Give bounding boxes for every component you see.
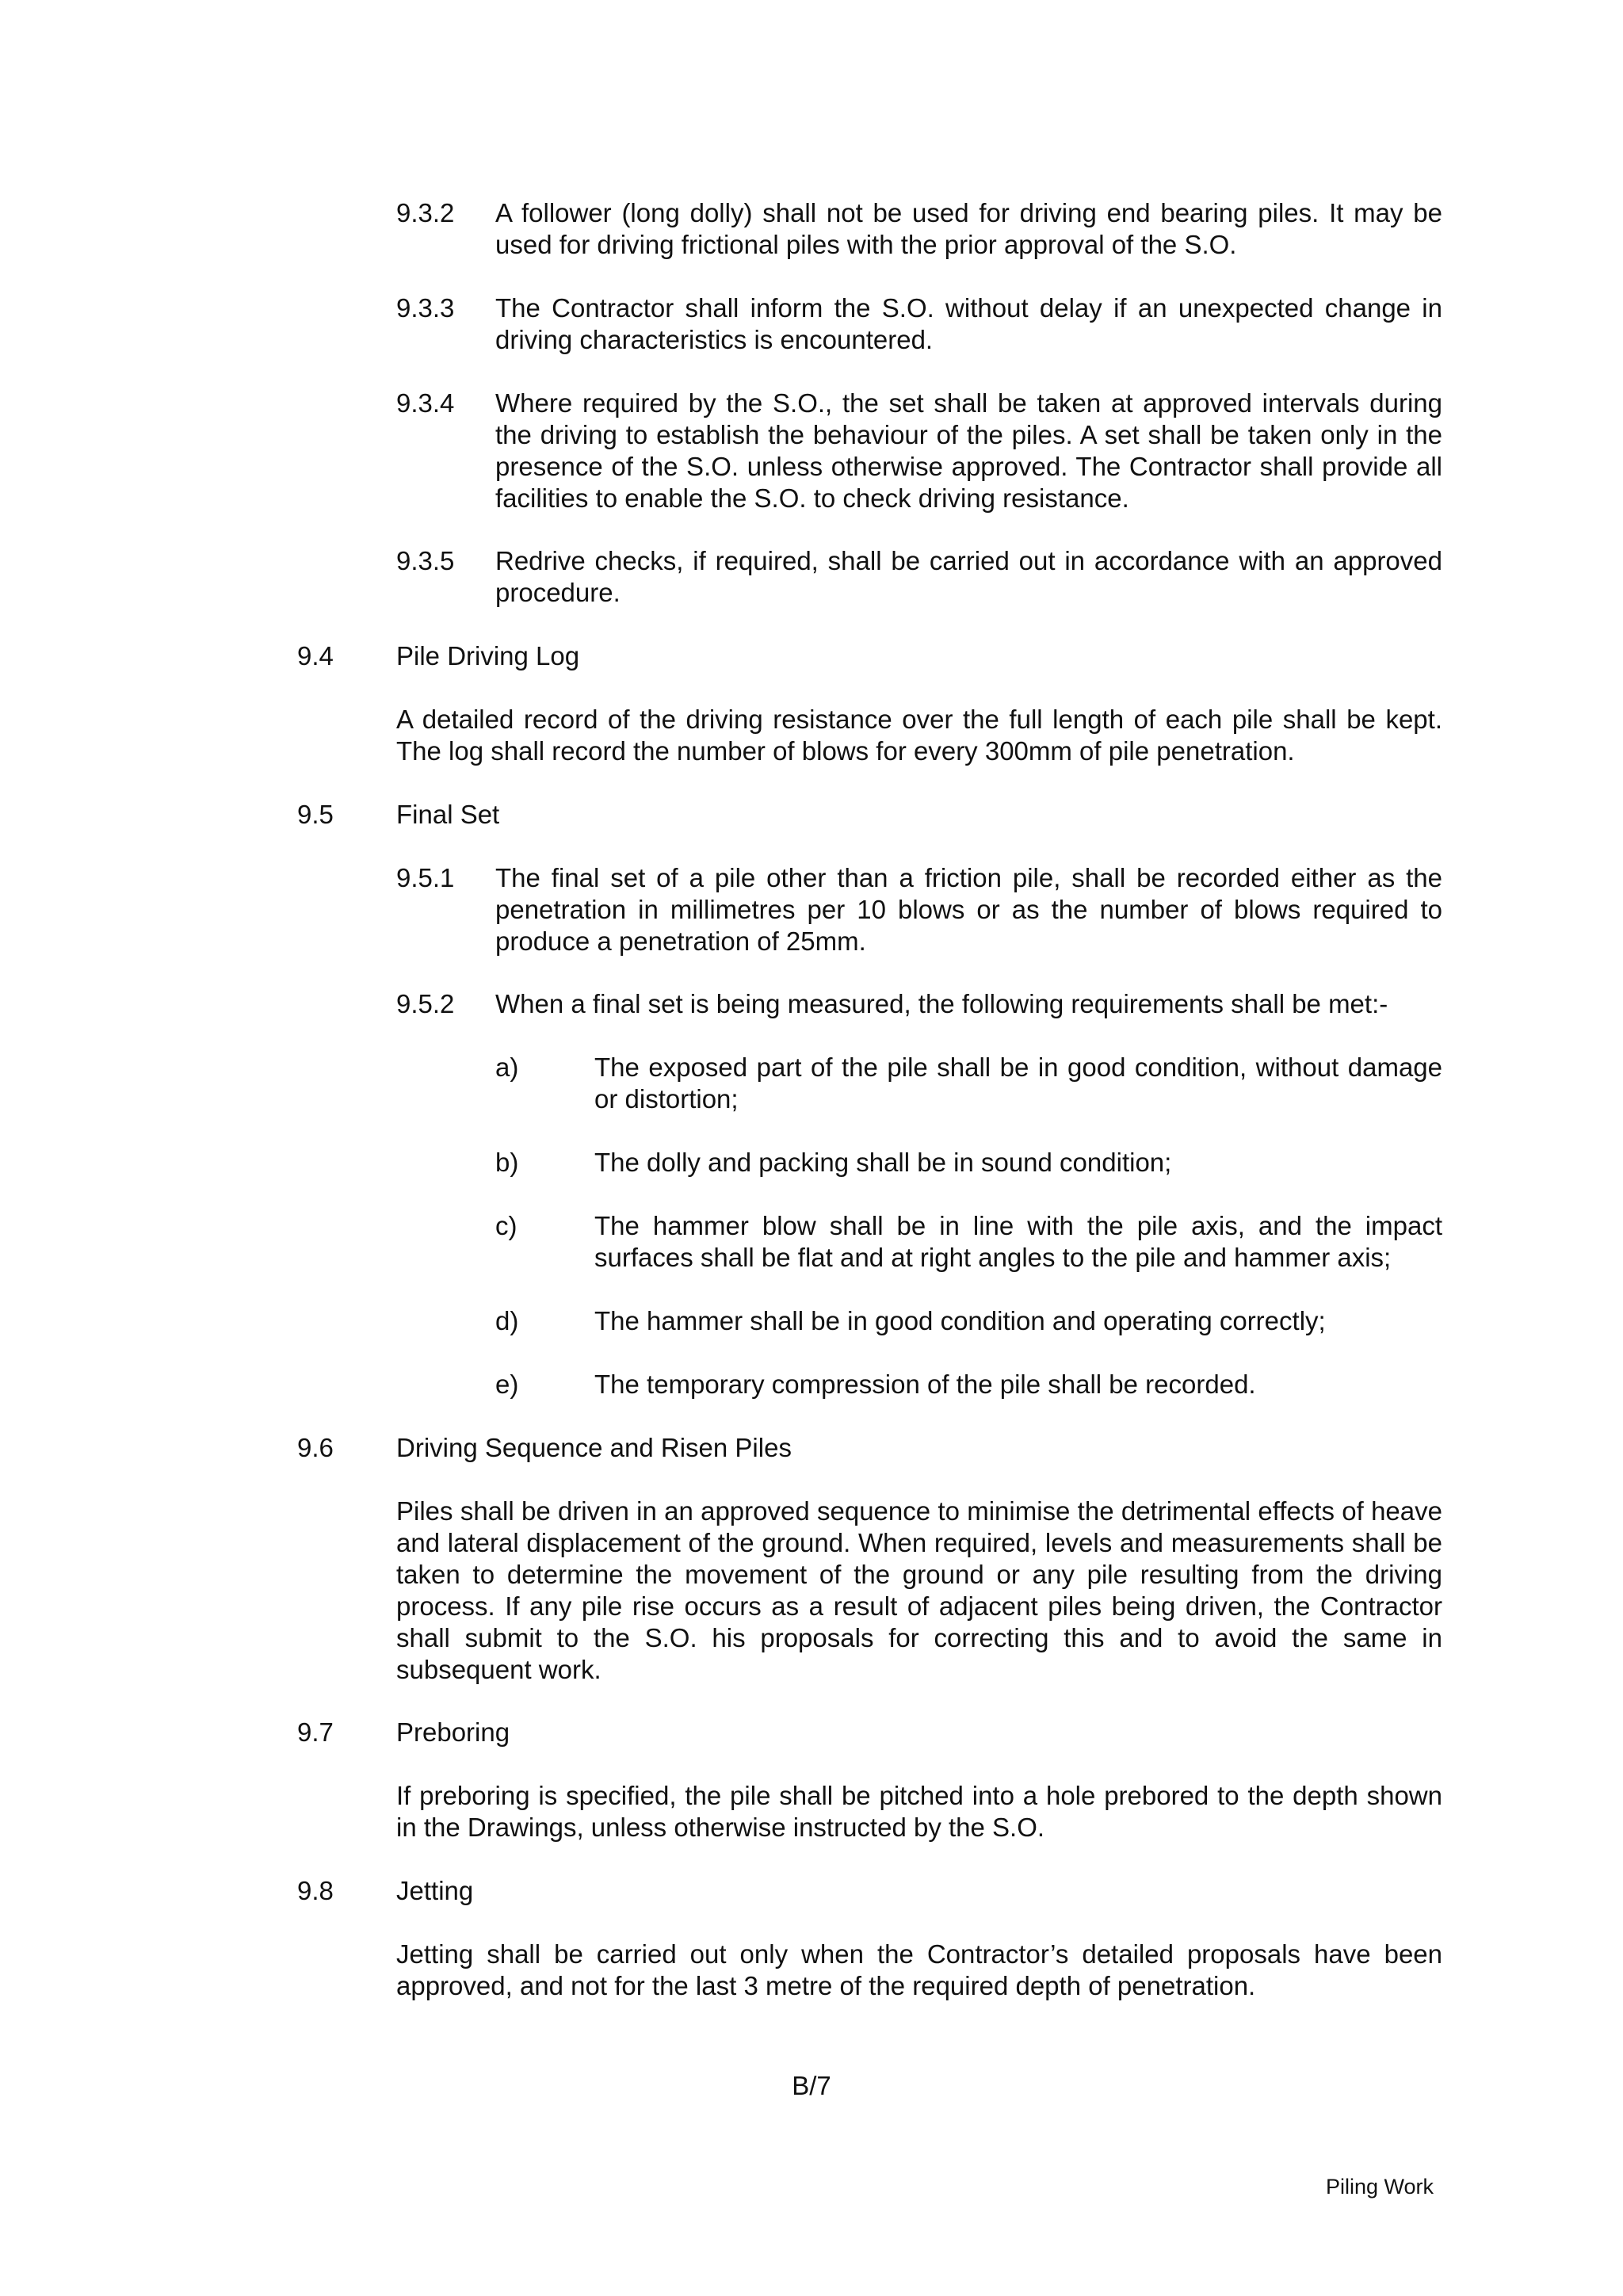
list-item-d [0,1305,1623,1337]
footer-section-title: Piling Work [1325,2175,1434,2199]
list-item-text: The dolly and packing shall be in sound condition; [594,1148,1172,1177]
section-9-8-body [396,1939,1442,2002]
clause-number: 9.3.4 [396,388,455,418]
clause-9-3-5 [0,545,1623,609]
section-heading: Jetting [396,1876,474,1905]
section-number: 9.6 [297,1433,334,1462]
clause-number: 9.3.2 [396,198,455,227]
list-item-c [0,1210,1623,1274]
section-number: 9.5 [297,800,334,829]
clause-9-3-4 [0,388,1623,514]
paragraph: A detailed record of the driving resistance over the full length of each pile shall be kept. The log shall record the number of blows for every 300mm of pile penetration. [396,705,1442,766]
list-item-text: The hammer blow shall be in line with the pile axis, and the impact surfaces shall be flat and at right angles to the pile and hammer axis; [594,1211,1442,1272]
list-item-label: e) [495,1370,519,1399]
clause-9-5-2 [0,988,1623,1020]
section-number: 9.8 [297,1876,334,1905]
section-heading: Driving Sequence and Risen Piles [396,1433,792,1462]
list-item-text: The hammer shall be in good condition and operating correctly; [594,1306,1326,1335]
list-item-e [0,1369,1623,1400]
section-number: 9.7 [297,1717,334,1747]
list-item-a [0,1052,1623,1115]
section-9-6-heading [0,1432,1623,1464]
section-heading: Pile Driving Log [396,641,580,670]
clause-number: 9.5.1 [396,863,455,892]
clause-9-3-3 [0,292,1623,356]
clause-text: Where required by the S.O., the set shall be taken at approved intervals during the driving to establish the behaviour of the piles. A set shall be taken only in the presence of the S.O. unless otherwise approved. The Contractor shall provide all facilities to enable the S.O. to check driving resistance. [495,388,1442,513]
list-item-text: The temporary compression of the pile shall be recorded. [594,1370,1256,1399]
page-number: B/7 [792,2071,831,2100]
section-9-7-body [396,1780,1442,1843]
list-item-label: c) [495,1211,517,1240]
section-9-8-heading [0,1875,1623,1907]
section-number: 9.4 [297,641,334,670]
section-heading: Preboring [396,1717,510,1747]
clause-number: 9.5.2 [396,989,455,1018]
list-item-label: a) [495,1052,519,1082]
clause-number: 9.3.5 [396,546,455,575]
list-item-label: b) [495,1148,519,1177]
section-9-7-heading [0,1717,1623,1748]
clause-9-3-2 [0,197,1623,261]
section-9-4-heading [0,640,1623,672]
clause-text: When a final set is being measured, the following requirements shall be met:- [495,989,1388,1018]
list-item-text: The exposed part of the pile shall be in good condition, without damage or distortion; [594,1052,1442,1114]
clause-text: The final set of a pile other than a friction pile, shall be recorded either as the penetration in millimetres per 10 blows or as the number of blows required to produce a penetration of 25mm. [495,863,1442,956]
clause-text: A follower (long dolly) shall not be used for driving end bearing piles. It may be used for driving frictional piles with the prior approval of the S.O. [495,198,1442,259]
section-9-5-heading [0,799,1623,831]
clause-text: The Contractor shall inform the S.O. without delay if an unexpected change in driving characteristics is encountered. [495,293,1442,354]
list-item-label: d) [495,1306,519,1335]
paragraph: If preboring is specified, the pile shall be pitched into a hole prebored to the depth shown in the Drawings, unless otherwise instructed by the S.O. [396,1781,1442,1842]
clause-text: Redrive checks, if required, shall be carried out in accordance with an approved procedure. [495,546,1442,607]
clause-9-5-1 [0,862,1623,957]
section-9-4-body [396,704,1442,767]
clause-number: 9.3.3 [396,293,455,323]
paragraph: Jetting shall be carried out only when the Contractor’s detailed proposals have been approved, and not for the last 3 metre of the required depth of penetration. [396,1939,1442,2000]
paragraph: Piles shall be driven in an approved sequence to minimise the detrimental effects of heave and lateral displacement of the ground. When required, levels and measurements shall be taken to determine the movement of the ground or any pile resulting from the driving process. If any pile rise occurs as a result of adjacent piles being driven, the Contractor shall submit to the S.O. his proposals for correcting this and to avoid the same in subsequent work. [396,1496,1442,1684]
section-9-6-body [396,1496,1442,1686]
list-item-b [0,1147,1623,1179]
section-heading: Final Set [396,800,500,829]
